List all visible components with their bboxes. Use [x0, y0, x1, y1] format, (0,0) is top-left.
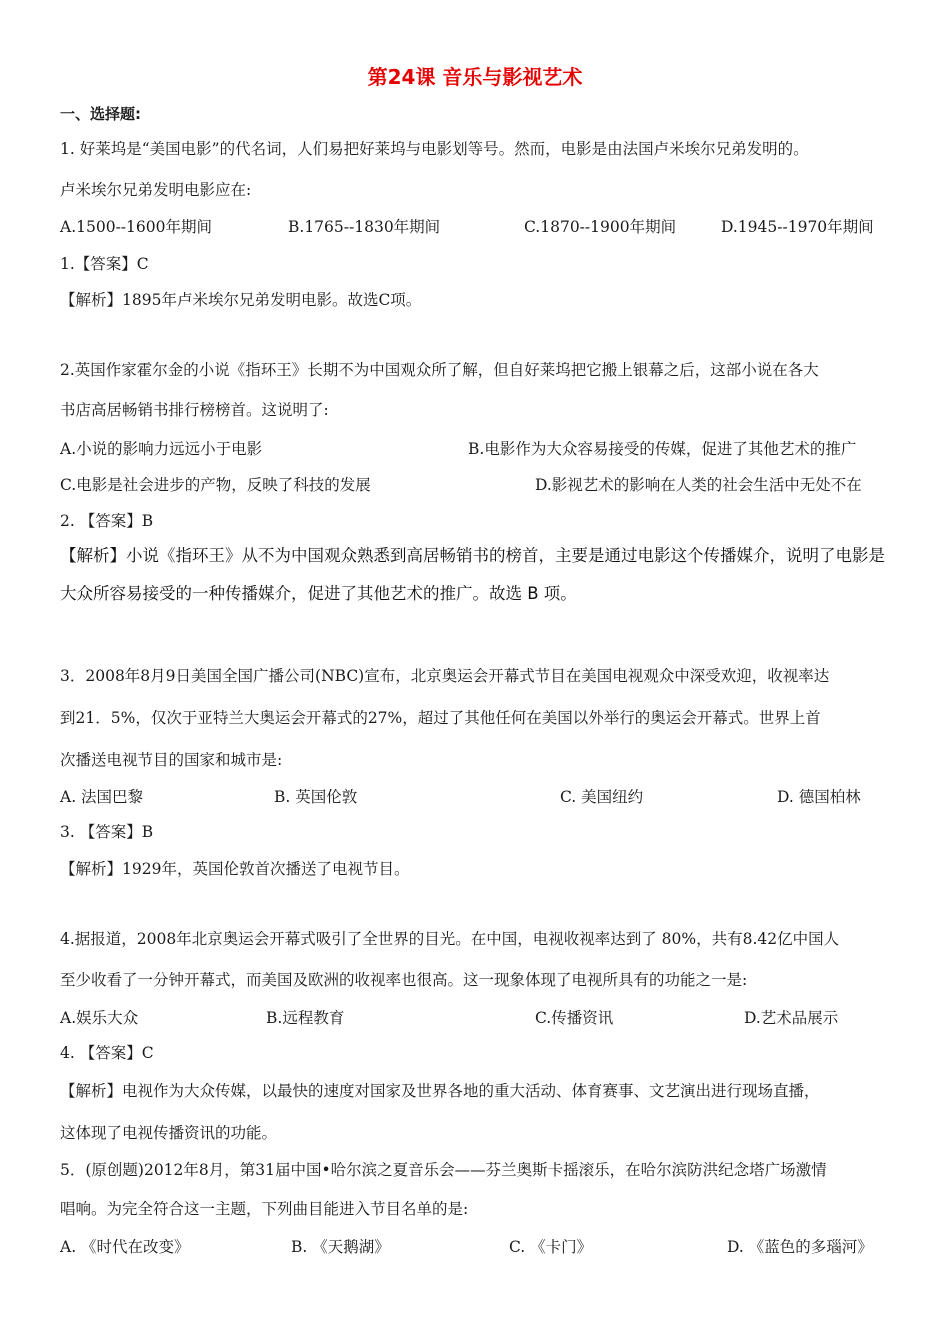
q3-analysis: 【解析】1929年，英国伦敦首次播送了电视节目。	[60, 860, 410, 878]
q2-answer: 2. 【答案】B	[60, 512, 154, 530]
q4-option-a: A.娱乐大众	[60, 1009, 139, 1027]
q4-option-d: D.艺术品展示	[744, 1009, 839, 1027]
q3-stem-line2: 到21．5%，仅次于亚特兰大奥运会开幕式的27%，超过了其他任何在美国以外举行的奥运会开幕式。世界上首	[60, 709, 821, 727]
q3-option-b: B. 英国伦敦	[274, 788, 358, 806]
q4-stem-line2: 至少收看了一分钟开幕式，而美国及欧洲的收视率也很高。这一现象体现了电视所具有的功能之一是:	[60, 971, 748, 989]
q4-answer: 4. 【答案】C	[60, 1044, 154, 1062]
q4-option-c: C.传播资讯	[535, 1009, 614, 1027]
q2-option-b: B.电影作为大众容易接受的传媒，促进了其他艺术的推广	[468, 440, 857, 458]
section-heading: 一、选择题:	[60, 105, 141, 123]
q5-option-d: D. 《蓝色的多瑙河》	[727, 1238, 873, 1256]
q1-answer: 1.【答案】C	[60, 255, 149, 273]
q3-answer: 3. 【答案】B	[60, 823, 154, 841]
q4-stem-line1: 4.据报道，2008年北京奥运会开幕式吸引了全世界的目光。在中国，电视收视率达到了 80%，共有8.42亿中国人	[60, 930, 840, 948]
q1-analysis: 【解析】1895年卢米埃尔兄弟发明电影。故选C项。	[60, 291, 422, 309]
q4-analysis-line1: 【解析】电视作为大众传媒，以最快的速度对国家及世界各地的重大活动、体育赛事、文艺演出进行现场直播，	[60, 1082, 820, 1100]
q4-option-b: B.远程教育	[266, 1009, 345, 1027]
q3-stem-line3: 次播送电视节目的国家和城市是:	[60, 751, 283, 769]
q1-stem-line1: 1. 好莱坞是“美国电影”的代名词，人们易把好莱坞与电影划等号。然而，电影是由法国卢米埃尔兄弟发明的。	[60, 140, 809, 158]
q1-option-a: A.1500--1600年期间	[60, 218, 212, 236]
q1-option-d: D.1945--1970年期间	[721, 218, 874, 236]
q4-analysis-line2: 这体现了电视传播资讯的功能。	[60, 1124, 278, 1142]
q2-analysis-line1: 【解析】小说《指环王》从不为中国观众熟悉到高居畅销书的榜首，主要是通过电影这个传播媒介，说明了电影是	[60, 546, 885, 565]
q3-option-a: A. 法国巴黎	[60, 788, 144, 806]
q2-option-a: A.小说的影响力远远小于电影	[60, 440, 263, 458]
q2-analysis-line2: 大众所容易接受的一种传播媒介，促进了其他艺术的推广。故选 B 项。	[60, 584, 577, 603]
q3-option-c: C. 美国纽约	[560, 788, 644, 806]
q2-stem-line1: 2.英国作家霍尔金的小说《指环王》长期不为中国观众所了解，但自好莱坞把它搬上银幕之后，这部小说在各大	[60, 361, 819, 379]
q5-stem-line2: 唱响。为完全符合这一主题，下列曲目能进入节目名单的是:	[60, 1200, 469, 1218]
page-title: 第24课 音乐与影视艺术	[367, 65, 583, 89]
q3-stem-line1: 3．2008年8月9日美国全国广播公司(NBC)宣布，北京奥运会开幕式节目在美国电视观众中深受欢迎，收视率达	[60, 667, 830, 685]
q5-option-b: B. 《天鹅湖》	[291, 1238, 390, 1256]
q1-option-b: B.1765--1830年期间	[288, 218, 441, 236]
q2-option-d: D.影视艺术的影响在人类的社会生活中无处不在	[535, 476, 862, 494]
q5-option-a: A. 《时代在改变》	[60, 1238, 190, 1256]
q2-stem-line2: 书店高居畅销书排行榜榜首。这说明了:	[60, 401, 329, 419]
q1-option-c: C.1870--1900年期间	[524, 218, 677, 236]
q5-stem-line1: 5．(原创题)2012年8月，第31届中国•哈尔滨之夏音乐会——芬兰奥斯卡摇滚乐，在哈尔滨防洪纪念塔广场激情	[60, 1161, 827, 1179]
q3-option-d: D. 德国柏林	[777, 788, 861, 806]
q5-option-c: C. 《卡门》	[509, 1238, 593, 1256]
q1-stem-line2: 卢米埃尔兄弟发明电影应在:	[60, 181, 252, 199]
q2-option-c: C.电影是社会进步的产物，反映了科技的发展	[60, 476, 371, 494]
